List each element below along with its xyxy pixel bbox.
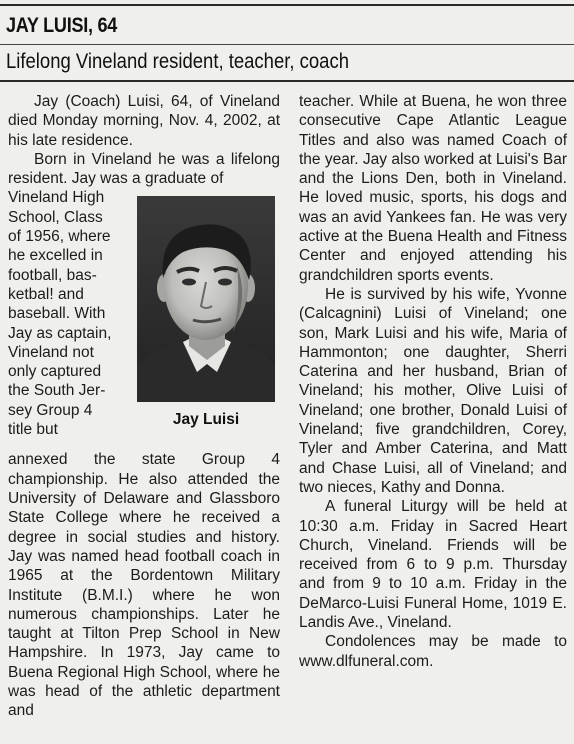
top-rule xyxy=(0,4,574,6)
paragraph-biography-lead: Born in Vineland he was a lifelong resident. Jay was a graduate of xyxy=(8,150,280,188)
headline: JAY LUISI, 64 xyxy=(6,14,118,37)
subheadline: Lifelong Vineland resident, teacher, coach xyxy=(6,49,350,73)
narrow-line: Vineland not xyxy=(8,343,94,361)
paragraph-services: A funeral Liturgy will be held at 10:30 a.m. Friday in Sacred Heart Church, Vineland. Friends will be received from 6 to 9 p.m. Thursday and from 9 to 10 a.m. Friday in the DeMarco-Luisi Funeral Home, 1019 E. Landis Ave., Vineland. xyxy=(299,498,567,632)
paragraph-death-notice: Jay (Coach) Luisi, 64, of Vineland died Monday morning, Nov. 4, 2002, at his late residence. xyxy=(8,93,280,149)
narrow-line: football, bas- xyxy=(8,266,97,284)
narrow-line: only captured xyxy=(8,363,102,381)
narrow-line: title but xyxy=(8,421,58,439)
paragraph-condolences: Condolences may be made to www.dlfuneral.com. xyxy=(299,633,567,670)
subheadline-rule xyxy=(0,80,574,82)
narrow-line: baseball. With xyxy=(8,305,106,323)
portrait-caption: Jay Luisi xyxy=(172,411,240,429)
headline-rule xyxy=(0,44,574,45)
paragraph-biography-rest: annexed the state Group 4 championship. He also attended the University of Delaware and Glassboro State College where he received a degree in social studies and history. Jay was named head football coach in 1965 at the Bordentown Military Institute (B.M.I.) where he won numerous championships. Later he taught at Tilton Prep School in New Hampshire. In 1973, Jay came to Buena Regional High School, where he was head of the athletic department and xyxy=(8,451,280,720)
narrow-line: sey Group 4 xyxy=(8,401,93,419)
narrow-line: Jay as captain, xyxy=(8,324,112,342)
portrait-block xyxy=(132,194,280,450)
narrow-line: he excelled in xyxy=(8,247,103,265)
narrow-line: of 1956, where xyxy=(8,228,111,246)
narrow-line: ketbal! and xyxy=(8,285,84,303)
right-column xyxy=(299,92,567,671)
narrow-line: Vineland High xyxy=(8,189,105,207)
narrow-line: the South Jer- xyxy=(8,382,106,400)
portrait-photo xyxy=(137,196,275,402)
paragraph-survivors: He is survived by his wife, Yvonne (Calcagnini) Luisi of Vineland; one son, Mark Luisi and his wife, Maria of Hammonton; one daughter, Sherri Caterina and her husband, Brian of Vineland; his mother, Olive Luisi of Vineland; one brother, Donald Luisi of Vineland; five grandchildren, Corey, Tyler and Amber Caterina, and Matt and Chase Luisi, all of Vineland; and two nieces, Kathy and Donna. xyxy=(299,285,567,496)
narrow-line: School, Class xyxy=(8,208,103,226)
paragraph-biography-continued: teacher. While at Buena, he won three consecutive Cape Atlantic League Titles and also was named Coach of the year. Jay also worked at Luisi's Bar and the Lions Den, both in Vineland. He loved music, sports, his dogs and was an avid Yankees fan. He was very active at the Buena Health and Fitness Center and enjoyed attending his grandchildren sports events. xyxy=(299,93,567,284)
left-column xyxy=(8,92,280,721)
text-beside-portrait xyxy=(8,188,128,439)
